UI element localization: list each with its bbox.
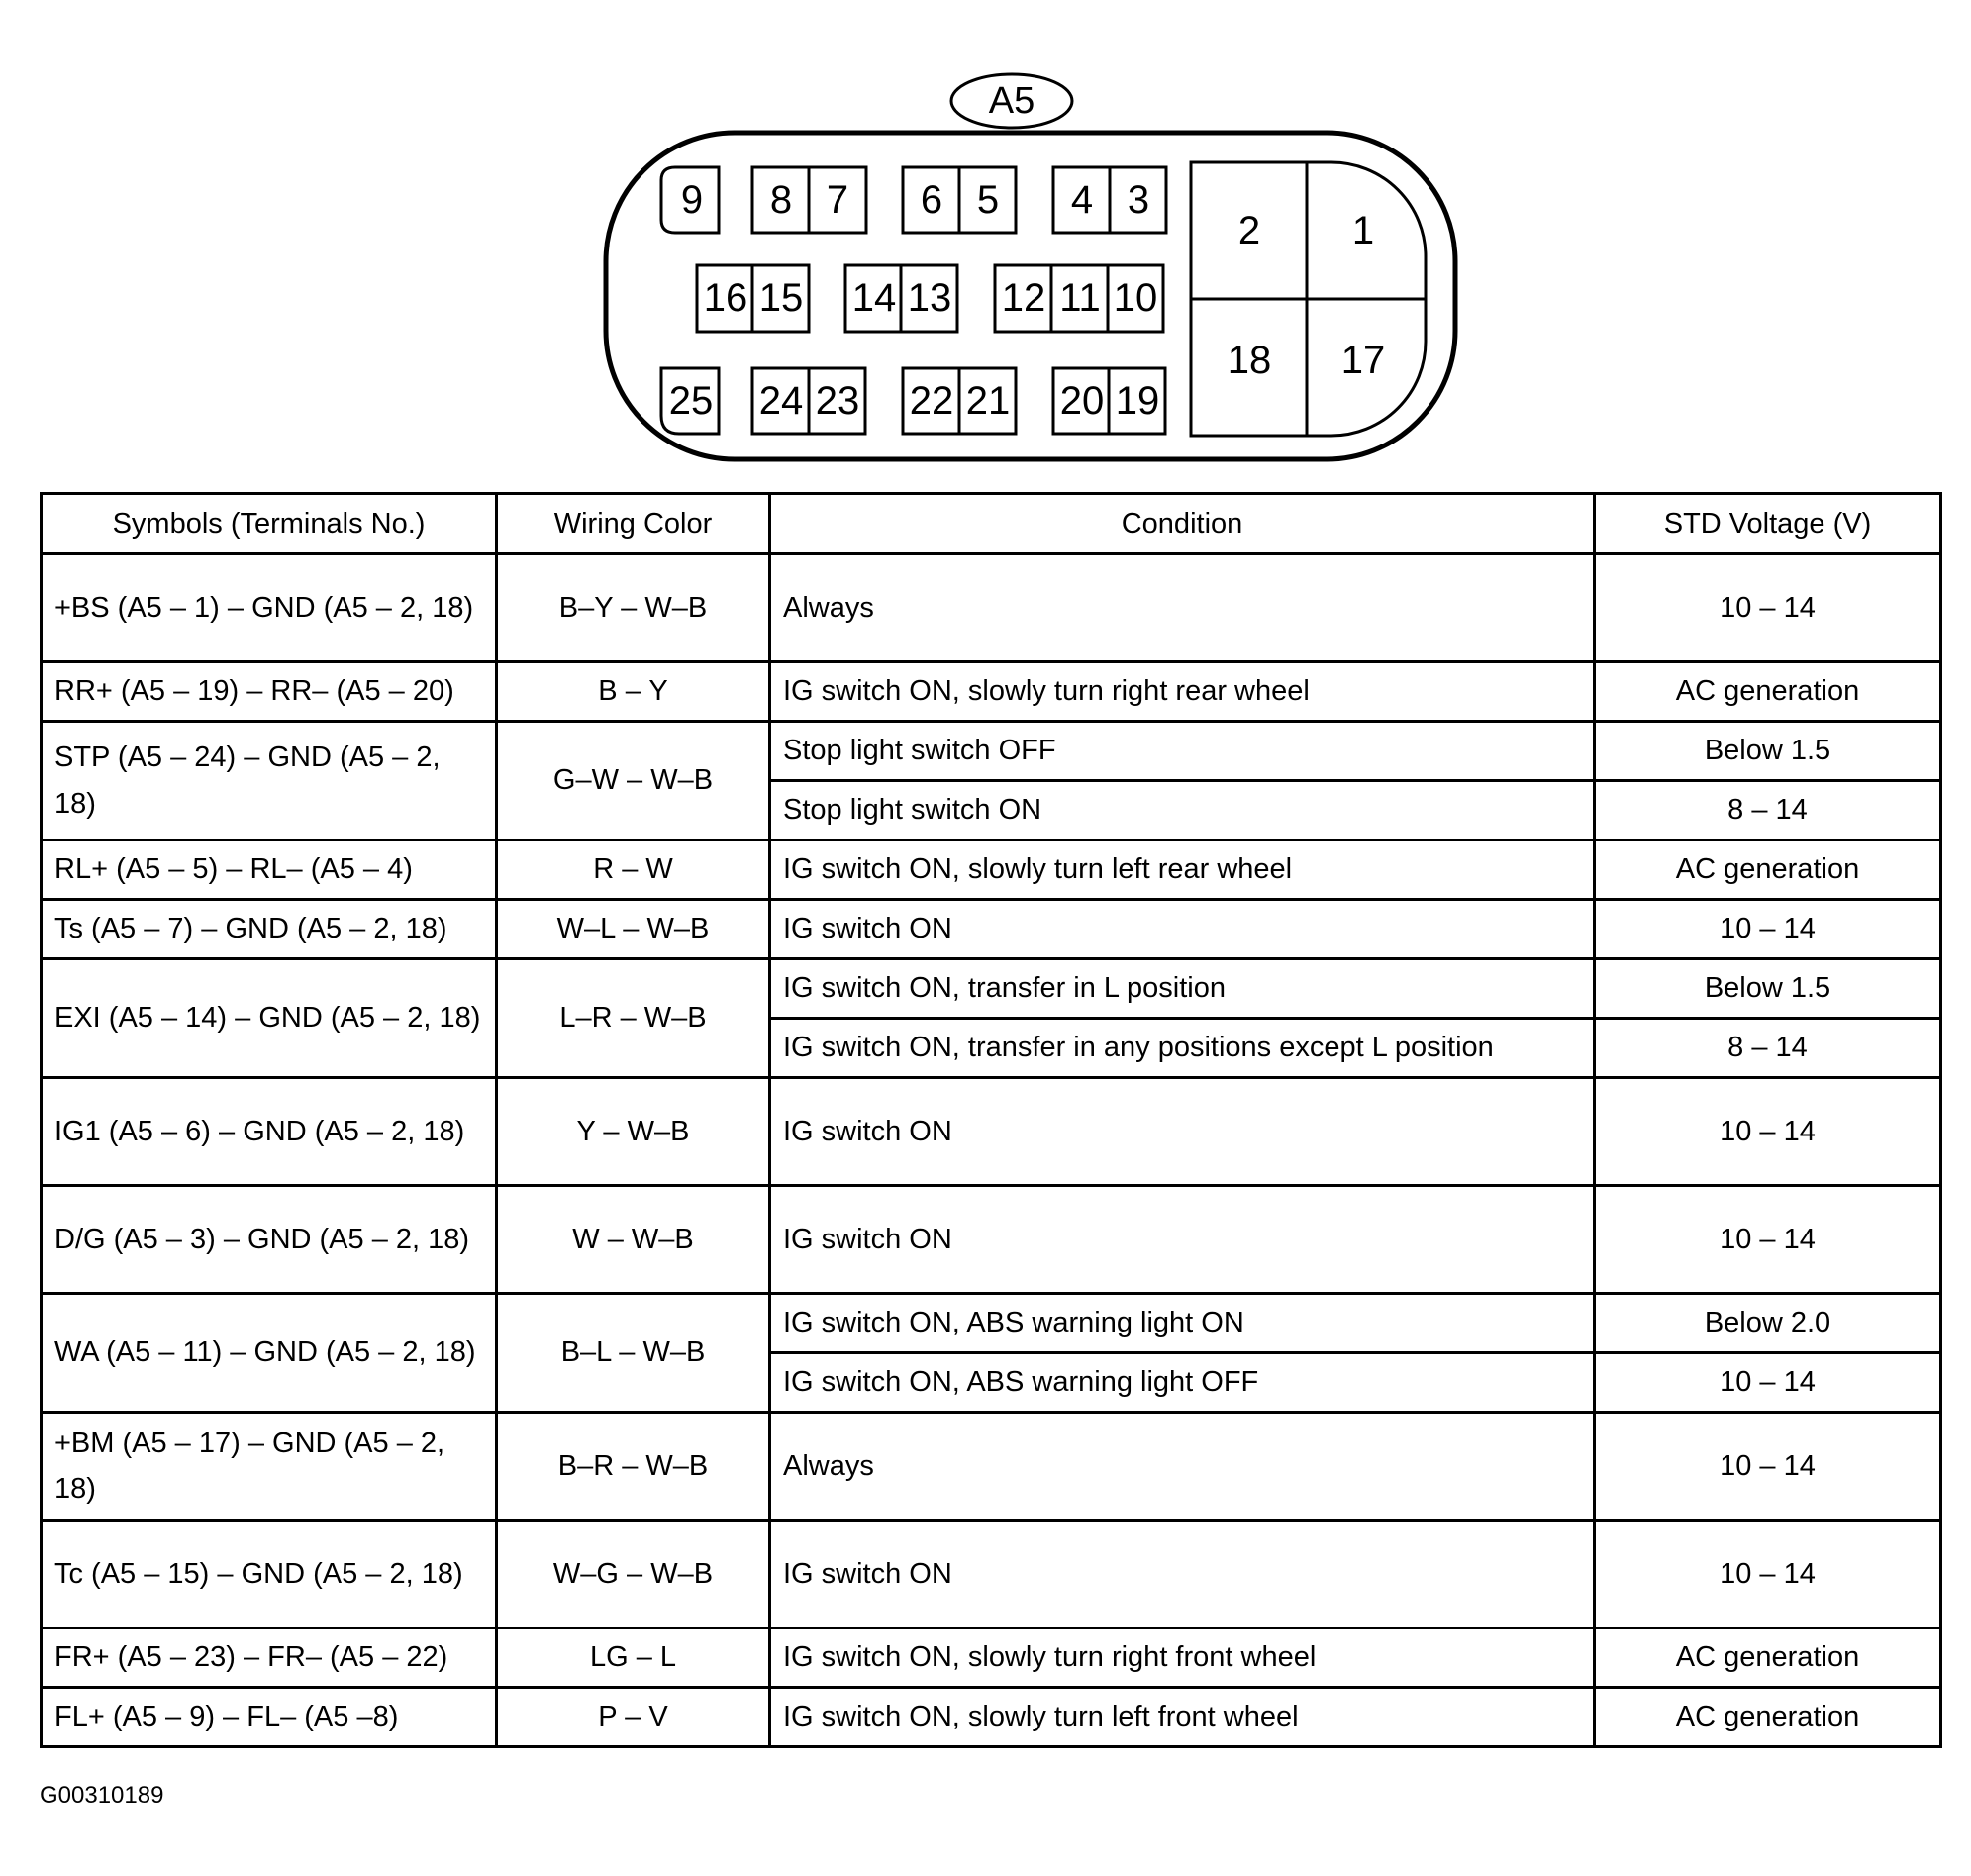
pin-9: 9 bbox=[680, 178, 704, 222]
condition-cell: IG switch ON, slowly turn left rear wheel bbox=[770, 840, 1595, 900]
table-row bbox=[42, 959, 1941, 1019]
table-row bbox=[42, 1629, 1941, 1688]
condition-cell: IG switch ON, slowly turn left front wheel bbox=[770, 1688, 1595, 1747]
pin-2: 2 bbox=[1237, 209, 1261, 252]
wiring-color-cell: W–G – W–B bbox=[497, 1521, 770, 1629]
pin-14: 14 bbox=[851, 276, 897, 320]
pin-12: 12 bbox=[1001, 276, 1046, 320]
pin-5: 5 bbox=[976, 178, 1000, 222]
wiring-color-cell: W – W–B bbox=[497, 1186, 770, 1294]
condition-cell: IG switch ON, slowly turn right rear wheel bbox=[770, 662, 1595, 722]
table-body bbox=[42, 554, 1941, 1747]
std-voltage-cell: Below 2.0 bbox=[1595, 1294, 1941, 1353]
pin-8: 8 bbox=[769, 178, 793, 222]
connector-diagram bbox=[0, 0, 1971, 485]
condition-cell: IG switch ON, slowly turn right front wheel bbox=[770, 1629, 1595, 1688]
symbol-cell: EXI (A5 – 14) – GND (A5 – 2, 18) bbox=[42, 959, 497, 1078]
std-voltage-cell: AC generation bbox=[1595, 840, 1941, 900]
header-symbols: Symbols (Terminals No.) bbox=[42, 494, 497, 554]
condition-cell: IG switch ON bbox=[770, 1186, 1595, 1294]
symbol-cell: IG1 (A5 – 6) – GND (A5 – 2, 18) bbox=[42, 1078, 497, 1186]
wiring-color-cell: B – Y bbox=[497, 662, 770, 722]
condition-cell: Stop light switch ON bbox=[770, 781, 1595, 840]
pin-15: 15 bbox=[758, 276, 804, 320]
symbol-cell: Tc (A5 – 15) – GND (A5 – 2, 18) bbox=[42, 1521, 497, 1629]
condition-cell: IG switch ON, transfer in any positions except L position bbox=[770, 1019, 1595, 1078]
wiring-color-cell: R – W bbox=[497, 840, 770, 900]
wiring-color-cell: B–Y – W–B bbox=[497, 554, 770, 662]
table-row bbox=[42, 840, 1941, 900]
condition-cell: Stop light switch OFF bbox=[770, 722, 1595, 781]
symbol-cell: FR+ (A5 – 23) – FR– (A5 – 22) bbox=[42, 1629, 497, 1688]
symbol-cell: D/G (A5 – 3) – GND (A5 – 2, 18) bbox=[42, 1186, 497, 1294]
condition-cell: IG switch ON, ABS warning light OFF bbox=[770, 1353, 1595, 1413]
wiring-color-cell: G–W – W–B bbox=[497, 722, 770, 840]
std-voltage-cell: 8 – 14 bbox=[1595, 781, 1941, 840]
pin-18: 18 bbox=[1227, 339, 1272, 382]
pin-4: 4 bbox=[1070, 178, 1094, 222]
symbol-cell: STP (A5 – 24) – GND (A5 – 2, 18) bbox=[42, 722, 497, 840]
condition-cell: IG switch ON bbox=[770, 1078, 1595, 1186]
std-voltage-cell: 10 – 14 bbox=[1595, 1078, 1941, 1186]
pin-6: 6 bbox=[920, 178, 943, 222]
table-row bbox=[42, 1521, 1941, 1629]
header-condition: Condition bbox=[770, 494, 1595, 554]
table-row bbox=[42, 722, 1941, 781]
header-wiring-color: Wiring Color bbox=[497, 494, 770, 554]
pin-11: 11 bbox=[1059, 276, 1101, 320]
figure-id: G00310189 bbox=[40, 1782, 164, 1809]
std-voltage-cell: AC generation bbox=[1595, 1629, 1941, 1688]
table-row bbox=[42, 1294, 1941, 1353]
pin-16: 16 bbox=[703, 276, 748, 320]
std-voltage-cell: AC generation bbox=[1595, 1688, 1941, 1747]
pin-21: 21 bbox=[965, 379, 1011, 423]
pin-23: 23 bbox=[815, 379, 860, 423]
pin-10: 10 bbox=[1113, 276, 1158, 320]
wiring-color-cell: W–L – W–B bbox=[497, 900, 770, 959]
std-voltage-cell: 8 – 14 bbox=[1595, 1019, 1941, 1078]
condition-cell: Always bbox=[770, 1413, 1595, 1521]
terminal-voltage-table bbox=[40, 492, 1942, 1748]
std-voltage-cell: Below 1.5 bbox=[1595, 959, 1941, 1019]
std-voltage-cell: 10 – 14 bbox=[1595, 554, 1941, 662]
header-std-voltage: STD Voltage (V) bbox=[1595, 494, 1941, 554]
pin-1: 1 bbox=[1351, 209, 1375, 252]
std-voltage-cell: 10 – 14 bbox=[1595, 1413, 1941, 1521]
pin-17: 17 bbox=[1340, 339, 1386, 382]
std-voltage-cell: Below 1.5 bbox=[1595, 722, 1941, 781]
table-row bbox=[42, 1186, 1941, 1294]
table-row bbox=[42, 1078, 1941, 1186]
pin-19: 19 bbox=[1115, 379, 1160, 423]
condition-cell: Always bbox=[770, 554, 1595, 662]
pin-22: 22 bbox=[909, 379, 954, 423]
condition-cell: IG switch ON, transfer in L position bbox=[770, 959, 1595, 1019]
wiring-color-cell: L–R – W–B bbox=[497, 959, 770, 1078]
std-voltage-cell: 10 – 14 bbox=[1595, 1521, 1941, 1629]
table-row bbox=[42, 1688, 1941, 1747]
pin-20: 20 bbox=[1059, 379, 1105, 423]
symbol-cell: +BS (A5 – 1) – GND (A5 – 2, 18) bbox=[42, 554, 497, 662]
pin-13: 13 bbox=[907, 276, 952, 320]
symbol-cell: RL+ (A5 – 5) – RL– (A5 – 4) bbox=[42, 840, 497, 900]
symbol-cell: WA (A5 – 11) – GND (A5 – 2, 18) bbox=[42, 1294, 497, 1413]
table-row bbox=[42, 900, 1941, 959]
condition-cell: IG switch ON, ABS warning light ON bbox=[770, 1294, 1595, 1353]
pin-3: 3 bbox=[1127, 178, 1150, 222]
symbol-cell: +BM (A5 – 17) – GND (A5 – 2, 18) bbox=[42, 1413, 497, 1521]
table-row bbox=[42, 554, 1941, 662]
condition-cell: IG switch ON bbox=[770, 1521, 1595, 1629]
wiring-color-cell: LG – L bbox=[497, 1629, 770, 1688]
std-voltage-cell: 10 – 14 bbox=[1595, 900, 1941, 959]
std-voltage-cell: 10 – 14 bbox=[1595, 1353, 1941, 1413]
pin-25: 25 bbox=[668, 379, 714, 423]
condition-cell: IG switch ON bbox=[770, 900, 1595, 959]
wiring-color-cell: Y – W–B bbox=[497, 1078, 770, 1186]
table-header-row bbox=[42, 494, 1941, 554]
connector-label: A5 bbox=[988, 80, 1035, 122]
table-row bbox=[42, 1413, 1941, 1521]
std-voltage-cell: AC generation bbox=[1595, 662, 1941, 722]
pin-24: 24 bbox=[758, 379, 804, 423]
symbol-cell: Ts (A5 – 7) – GND (A5 – 2, 18) bbox=[42, 900, 497, 959]
symbol-cell: FL+ (A5 – 9) – FL– (A5 –8) bbox=[42, 1688, 497, 1747]
table-row bbox=[42, 662, 1941, 722]
wiring-color-cell: B–L – W–B bbox=[497, 1294, 770, 1413]
pin-7: 7 bbox=[826, 178, 849, 222]
std-voltage-cell: 10 – 14 bbox=[1595, 1186, 1941, 1294]
symbol-cell: RR+ (A5 – 19) – RR– (A5 – 20) bbox=[42, 662, 497, 722]
wiring-color-cell: P – V bbox=[497, 1688, 770, 1747]
wiring-color-cell: B–R – W–B bbox=[497, 1413, 770, 1521]
